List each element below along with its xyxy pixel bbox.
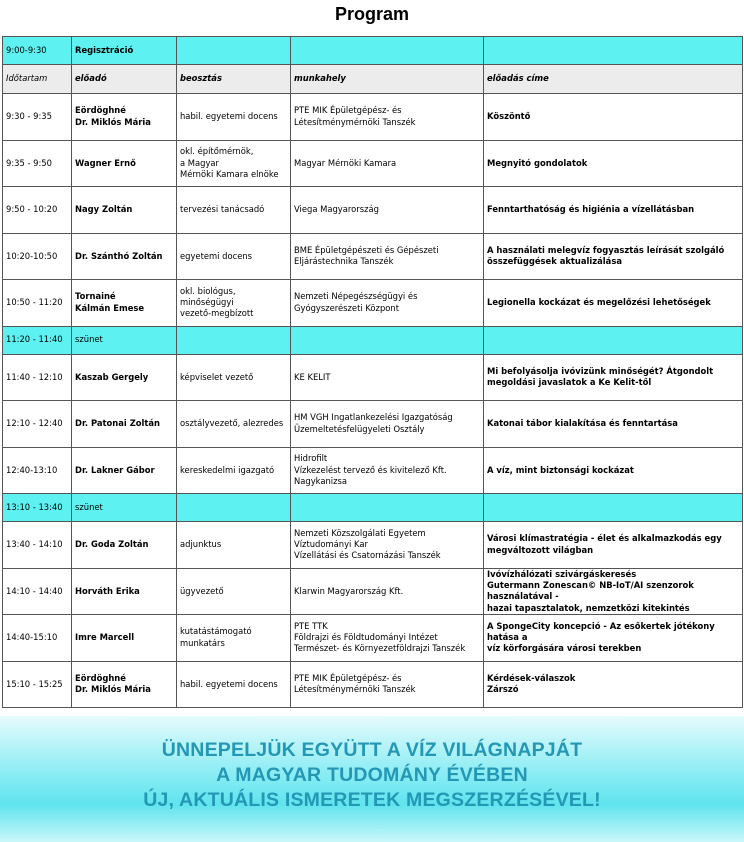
speaker-cell: Dr. Patonai Zoltán (72, 401, 177, 448)
workplace-cell: PTE TTK Földrajzi és Földtudományi Intézet Természet- és Környezetföldrajzi Tanszék (291, 615, 484, 662)
header-time: Időtartam (3, 65, 72, 94)
position-cell: ügyvezető (177, 568, 291, 615)
registration-row (3, 37, 743, 65)
workplace-cell: KE KELIT (291, 354, 484, 401)
banner-text (0, 738, 744, 813)
speaker-cell: Kaszab Gergely (72, 354, 177, 401)
workplace-cell: Klarwin Magyarország Kft. (291, 568, 484, 615)
banner-line-1: ÜNNEPELJÜK EGYÜTT A VÍZ VILÁGNAPJÁT (161, 739, 583, 761)
banner-line-3: ÚJ, AKTUÁLIS ISMERETEK MEGSZERZÉSÉVEL! (143, 789, 601, 811)
time-cell: 9:35 - 9:50 (3, 140, 72, 187)
talk-title-cell: Katonai tábor kialakítása és fenntartása (484, 401, 743, 448)
speaker-cell: Dr. Lakner Gábor (72, 447, 177, 494)
workplace-cell: PTE MIK Épületgépész- és Létesítménymérnöki Tanszék (291, 94, 484, 141)
talk-title-cell: Kérdések-válaszok Zárszó (484, 661, 743, 708)
talk-title-cell: Megnyitó gondolatok (484, 140, 743, 187)
position-cell: adjunktus (177, 522, 291, 569)
talk-title-cell: A használati melegvíz fogyasztás leírását szolgáló összefüggések aktualizálása (484, 233, 743, 280)
talk-title-cell: Mi befolyásolja ivóvizünk minőségét? Átgondolt megoldási javaslatok a Ke Kelit-től (484, 354, 743, 401)
time-cell: 9:50 - 10:20 (3, 187, 72, 234)
page-title: Program (334, 4, 410, 24)
break-label: szünet (72, 326, 177, 354)
speaker-cell: Dr. Szánthó Zoltán (72, 233, 177, 280)
position-cell: kereskedelmi igazgató (177, 447, 291, 494)
position-cell: habil. egyetemi docens (177, 94, 291, 141)
table-row (3, 661, 743, 708)
time-cell: 12:40-13:10 (3, 447, 72, 494)
footer-banner (0, 716, 744, 842)
position-cell: okl. biológus, minőségügyi vezető-megbízott (177, 280, 291, 327)
time-cell: 11:40 - 12:10 (3, 354, 72, 401)
time-cell: 10:20-10:50 (3, 233, 72, 280)
position-cell: osztályvezető, alezredes (177, 401, 291, 448)
position-cell: okl. építőmérnök, a Magyar Mérnöki Kamara elnöke (177, 140, 291, 187)
time-cell: 13:10 - 13:40 (3, 494, 72, 522)
table-row (3, 354, 743, 401)
workplace-cell: Viega Magyarország (291, 187, 484, 234)
workplace-cell: Nemzeti Népegészségügyi és Gyógyszerészeti Központ (291, 280, 484, 327)
time-cell: 11:20 - 11:40 (3, 326, 72, 354)
time-cell: 14:10 - 14:40 (3, 568, 72, 615)
table-row (3, 401, 743, 448)
talk-title-cell: Ivóvízhálózati szivárgáskeresés Gutermann Zonescan© NB-IoT/AI szenzorok használatával - hazai tapasztalatok, nemzetközi kitekintés (484, 568, 743, 615)
workplace-cell: Nemzeti Közszolgálati Egyetem Víztudományi Kar Vízellátási és Csatornázási Tanszék (291, 522, 484, 569)
talk-title-cell: A SpongeCity koncepció - Az esőkertek jótékony hatása a víz körforgására városi terekben (484, 615, 743, 662)
time-cell: 10:50 - 11:20 (3, 280, 72, 327)
position-cell: egyetemi docens (177, 233, 291, 280)
position-cell: kutatástámogató munkatárs (177, 615, 291, 662)
workplace-cell: Magyar Mérnöki Kamara (291, 140, 484, 187)
break-row (3, 494, 743, 522)
workplace-cell: HM VGH Ingatlankezelési Igazgatóság Üzemeltetésfelügyeleti Osztály (291, 401, 484, 448)
position-cell: tervezési tanácsadó (177, 187, 291, 234)
time-cell: 13:40 - 14:10 (3, 522, 72, 569)
workplace-cell: PTE MIK Épületgépész- és Létesítménymérnöki Tanszék (291, 661, 484, 708)
time-cell: 9:30 - 9:35 (3, 94, 72, 141)
registration-label: Regisztráció (72, 37, 177, 65)
table-row (3, 233, 743, 280)
table-row (3, 94, 743, 141)
table-row (3, 187, 743, 234)
speaker-cell: Dr. Goda Zoltán (72, 522, 177, 569)
talk-title-cell: Fenntarthatóság és higiénia a vízellátásban (484, 187, 743, 234)
table-row (3, 447, 743, 494)
speaker-cell: Eördöghné Dr. Miklós Mária (72, 94, 177, 141)
time-cell: 9:00-9:30 (3, 37, 72, 65)
speaker-cell: Imre Marcell (72, 615, 177, 662)
table-row (3, 568, 743, 615)
workplace-cell: Hidrofilt Vízkezelést tervező és kivitelező Kft. Nagykanizsa (291, 447, 484, 494)
program-table (2, 36, 743, 708)
time-cell: 15:10 - 15:25 (3, 661, 72, 708)
table-row (3, 615, 743, 662)
header-workplace: munkahely (291, 65, 484, 94)
banner-line-2: A MAGYAR TUDOMÁNY ÉVÉBEN (216, 764, 528, 786)
speaker-cell: Wagner Ernő (72, 140, 177, 187)
speaker-cell: Horváth Erika (72, 568, 177, 615)
talk-title-cell: A víz, mint biztonsági kockázat (484, 447, 743, 494)
speaker-cell: Eördöghné Dr. Miklós Mária (72, 661, 177, 708)
time-cell: 14:40-15:10 (3, 615, 72, 662)
workplace-cell: BME Épületgépészeti és Gépészeti Eljárástechnika Tanszék (291, 233, 484, 280)
speaker-cell: Tornainé Kálmán Emese (72, 280, 177, 327)
talk-title-cell: Városi klímastratégia - élet és alkalmazkodás egy megváltozott világban (484, 522, 743, 569)
header-position: beosztás (177, 65, 291, 94)
break-row (3, 326, 743, 354)
position-cell: képviselet vezető (177, 354, 291, 401)
table-row (3, 140, 743, 187)
header-speaker: előadó (72, 65, 177, 94)
time-cell: 12:10 - 12:40 (3, 401, 72, 448)
header-talk: előadás címe (484, 65, 743, 94)
table-row (3, 280, 743, 327)
position-cell: habil. egyetemi docens (177, 661, 291, 708)
speaker-cell: Nagy Zoltán (72, 187, 177, 234)
break-label: szünet (72, 494, 177, 522)
talk-title-cell: Köszöntő (484, 94, 743, 141)
talk-title-cell: Legionella kockázat és megelőzési lehetőségek (484, 280, 743, 327)
table-row (3, 522, 743, 569)
header-row (3, 65, 743, 94)
